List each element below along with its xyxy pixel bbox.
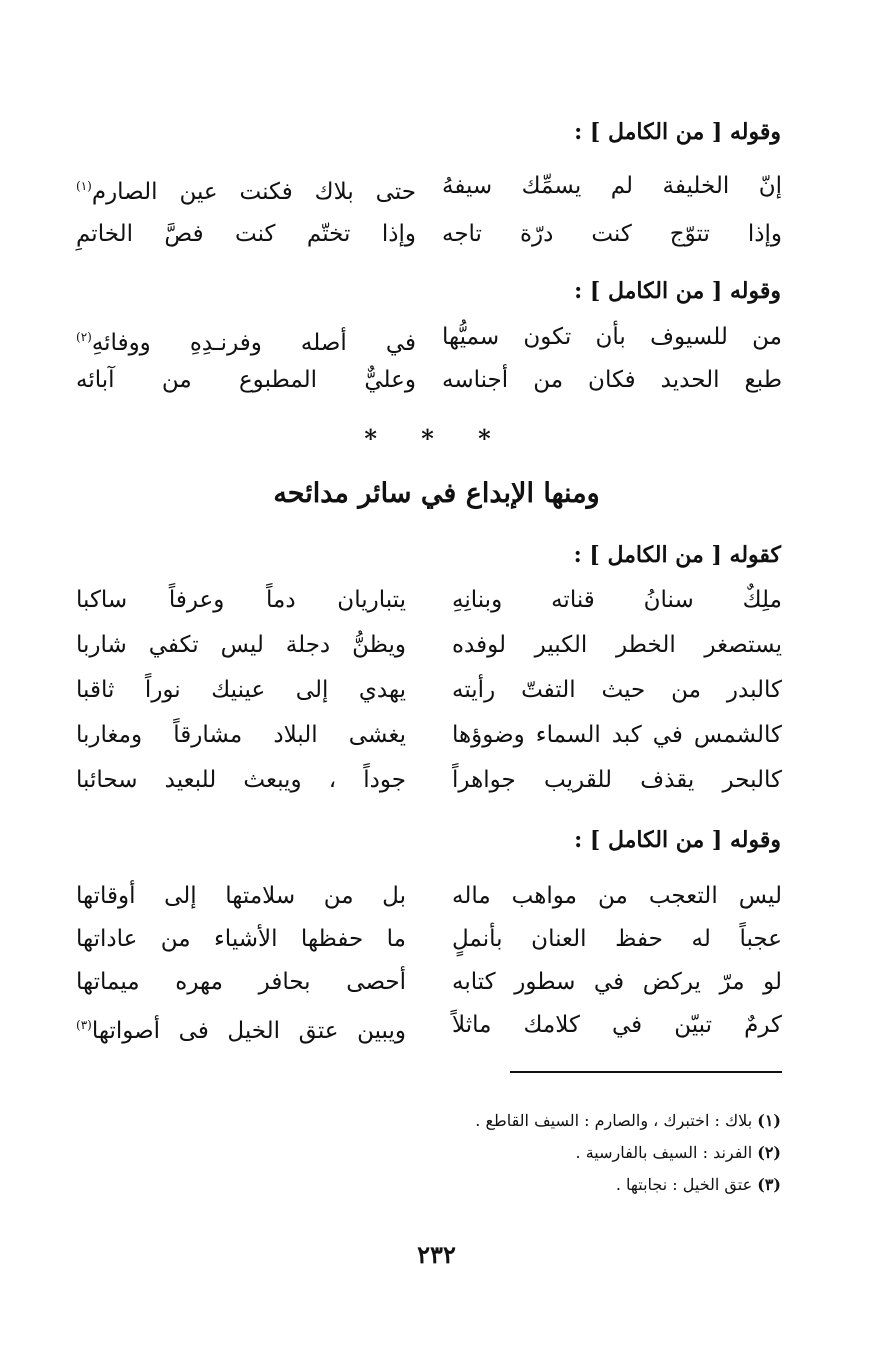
verse-4-1	[76, 876, 782, 916]
first-hemistich: طبع الحديد فكان من أجناسه	[442, 367, 782, 393]
footnote-text: الفرند : السيف بالفارسية .	[575, 1143, 753, 1162]
hemistich-text: في أصله وفرنـدِهِ ووفائهِ	[91, 330, 416, 356]
page-number: ٢٣٢	[417, 1240, 456, 1269]
second-hemistich: يغشى البلاد مشارقاً ومغاربا	[76, 722, 406, 748]
hemistich-text: حتى بلاك فكنت عين الصارم	[91, 179, 416, 205]
second-hemistich: يهدي إلى عينيك نوراً ثاقبا	[76, 677, 406, 703]
hemistich-text: ويبين عتق الخيل فى أصواتها	[91, 1018, 406, 1044]
second-hemistich: ويظنُّ دجلة ليس تكفي شاربا	[76, 632, 406, 658]
footnote-2	[221, 1142, 781, 1164]
verse-3-2	[76, 625, 782, 665]
first-hemistich: إنّ الخليفة لم يسمِّك سيفهُ	[442, 173, 782, 199]
section-3-intro: كقوله [ من الكامل ] :	[573, 542, 781, 568]
verse-4-2	[76, 919, 782, 959]
footnote-1	[221, 1110, 781, 1132]
second-hemistich	[76, 1005, 406, 1051]
second-hemistich: أحصى بحافر مهره ميماتها	[76, 969, 406, 995]
footnote-text: بلاك : اختبرك ، والصارم : السيف القاطع .	[475, 1111, 753, 1130]
second-hemistich: يتباريان دماً وعرفاً ساكبا	[76, 587, 406, 613]
section-heading: ومنها الإبداع في سائر مدائحه	[273, 478, 600, 509]
first-hemistich: كالشمس في كبد السماء وضوؤها	[452, 722, 782, 748]
verse-4-3	[76, 962, 782, 1002]
section-1-intro: وقوله [ من الكامل ] :	[574, 119, 781, 145]
footnote-divider	[510, 1071, 782, 1073]
verse-3-3	[76, 670, 782, 710]
footnote-3	[221, 1174, 781, 1196]
second-hemistich: جوداً ، ويبعث للبعيد سحائبا	[76, 767, 406, 793]
verse-3-1	[76, 580, 782, 620]
first-hemistich: كرمٌ تبيّن في كلامك ماثلاً	[452, 1012, 782, 1038]
first-hemistich: من للسيوف بأن تكون سميُّها	[442, 324, 782, 350]
second-hemistich	[76, 166, 416, 212]
verse-1-2	[76, 214, 782, 254]
first-hemistich: كالبحر يقذف للقريب جواهراً	[452, 767, 782, 793]
footnote-marker-3: (٣)	[76, 1018, 92, 1032]
verse-3-4	[76, 715, 782, 755]
first-hemistich: ملِكٌ سنانُ قناته وبنانِهِ	[452, 587, 782, 613]
second-hemistich: بل من سلامتها إلى أوقاتها	[76, 883, 406, 909]
verse-3-5	[76, 760, 782, 800]
second-hemistich: ما حفظها الأشياء من عاداتها	[76, 926, 406, 952]
verse-2-2	[76, 360, 782, 400]
verse-1-1	[76, 166, 782, 206]
first-hemistich: عجباً له حفظ العنان بأنملٍ	[452, 926, 782, 952]
footnote-marker-2: (٢)	[76, 330, 92, 344]
footnote-number: (٣)	[757, 1175, 781, 1194]
footnote-number: (١)	[757, 1111, 781, 1130]
verse-2-1	[76, 317, 782, 357]
second-hemistich: وإذا تختّم كنت فصَّ الخاتمِ	[76, 221, 416, 247]
first-hemistich: كالبدر من حيث التفتّ رأيته	[452, 677, 782, 703]
section-separator: * * *	[364, 424, 509, 453]
first-hemistich: يستصغر الخطر الكبير لوفده	[452, 632, 782, 658]
footnote-marker-1: (١)	[76, 179, 92, 193]
second-hemistich	[76, 317, 416, 363]
footnote-text: عتق الخيل : نجابتها .	[615, 1175, 753, 1194]
first-hemistich: لو مرّ يركض في سطور كتابه	[452, 969, 782, 995]
verse-4-4	[76, 1005, 782, 1045]
footnote-number: (٢)	[757, 1143, 781, 1162]
first-hemistich: وإذا تتوّج كنت درّة تاجه	[442, 221, 782, 247]
section-2-intro: وقوله [ من الكامل ] :	[574, 278, 781, 304]
section-4-intro: وقوله [ من الكامل ] :	[574, 827, 781, 853]
second-hemistich: وعليٌّ المطبوع من آبائه	[76, 367, 416, 393]
first-hemistich: ليس التعجب من مواهب ماله	[452, 883, 782, 909]
